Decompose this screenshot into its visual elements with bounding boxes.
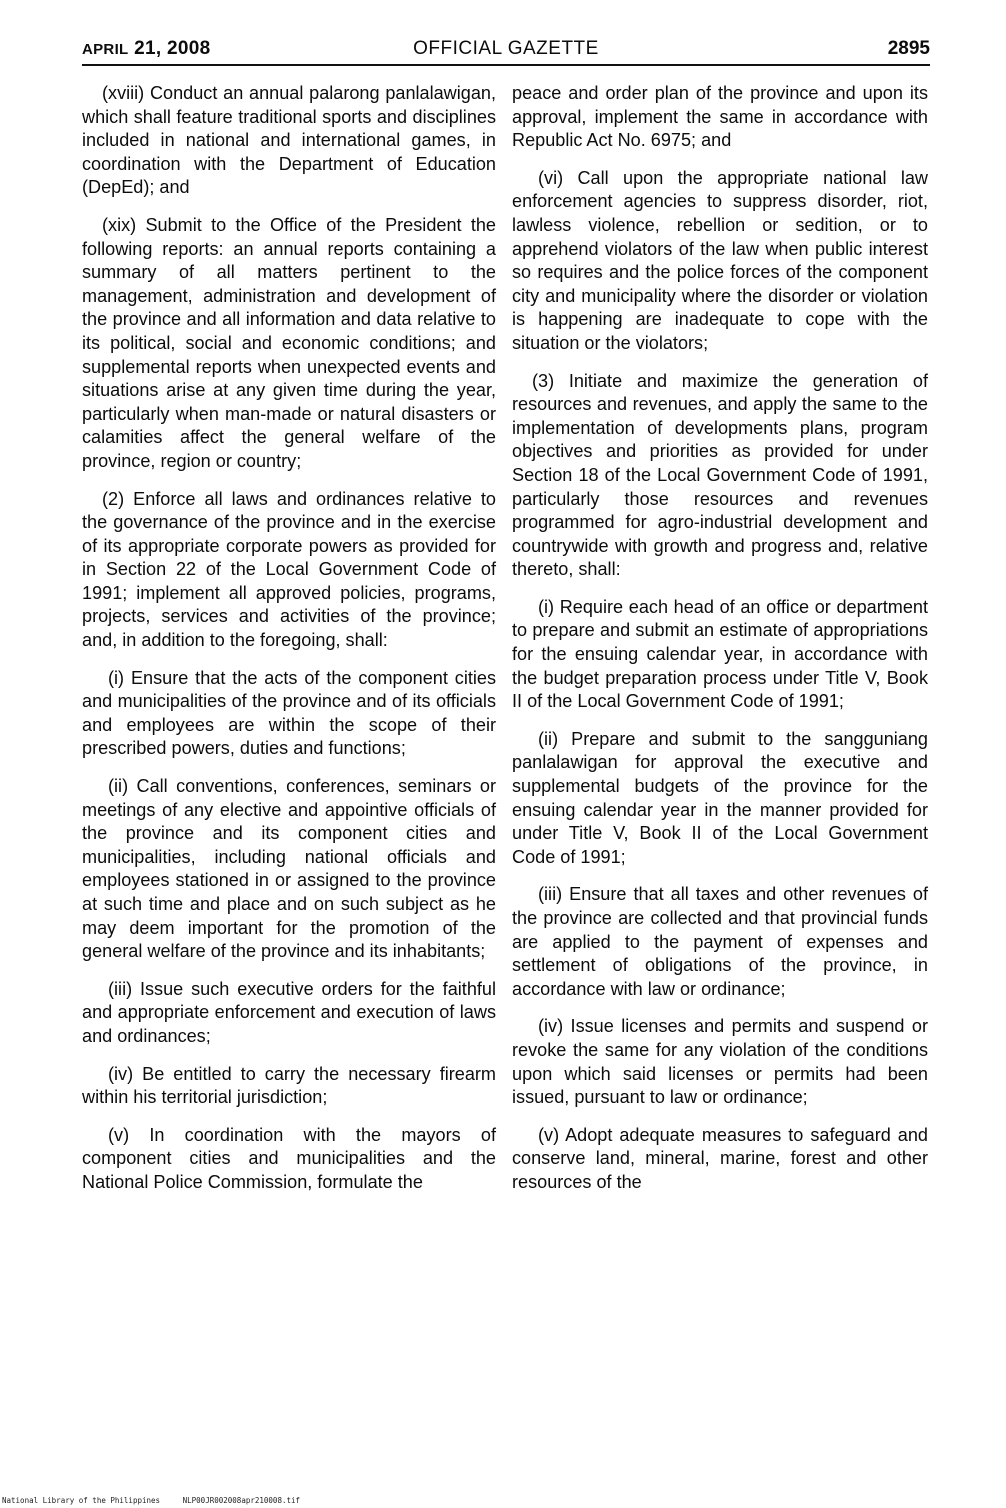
publication-title: OFFICIAL GAZETTE: [413, 38, 599, 59]
paragraph-xix: (xix) Submit to the Office of the President the following reports: an annual reports containing a summary of all matters pertinent to the management, administration and development of the province and all information and data relative to its political, social and economic conditions; and supplemental reports when unexpected events and situations arise at any given time during the year, particularly when man-made or natural disasters or calamities affect the general welfare of the province, region or country;: [82, 214, 496, 471]
paragraph-2-i: (i) Ensure that the acts of the component cities and municipalities of the province and of its officials and employees are within the scope of their prescribed powers, duties and functions;: [82, 667, 496, 759]
page-header: [82, 38, 930, 62]
paragraph-2-iv: (iv) Be entitled to carry the necessary firearm within his territorial jurisdiction;: [82, 1063, 496, 1108]
header-rule: [82, 64, 930, 66]
paragraph-2-iii: (iii) Issue such executive orders for the faithful and appropriate enforcement and execution of laws and ordinances;: [82, 978, 496, 1046]
paragraph-3-iv: (iv) Issue licenses and permits and suspend or revoke the same for any violation of the conditions upon which said licenses or permits had been issued, pursuant to law or ordinance;: [512, 1016, 928, 1108]
paragraph-2-v-continued: peace and order plan of the province and upon its approval, implement the same in accordance with Republic Act No. 6975; and: [512, 83, 928, 151]
paragraph-xviii: (xviii) Conduct an annual palarong panlalawigan, which shall feature traditional sports and disciplines included in national and international games, in coordination with the Department of Education (DepEd); and: [82, 83, 496, 198]
paragraph-2: (2) Enforce all laws and ordinances relative to the governance of the province and in the exercise of its appropriate corporate powers as provided for in Section 22 of the Local Government Code of 1991; implement all approved policies, programs, projects, services and activities of the province; and, in addition to the foregoing, shall:: [82, 488, 496, 651]
footer-filename: NLP00JR002008apr210008.tif: [182, 1496, 301, 1505]
paragraph-2-v: (v) In coordination with the mayors of component cities and municipalities and the National Police Commission, formulate the: [82, 1124, 496, 1192]
paragraph-3-v: (v) Adopt adequate measures to safeguard and conserve land, mineral, marine, forest and other resources of the: [512, 1124, 928, 1192]
left-column: [82, 82, 496, 1209]
header-date-month: APRIL: [82, 41, 129, 58]
right-column: [512, 82, 928, 1209]
header-date-rest: 21, 2008: [134, 38, 211, 59]
paragraph-3-iii: (iii) Ensure that all taxes and other revenues of the province are collected and that provincial funds are applied to the payment of expenses and settlement of obligations of the province, in accordance with law or ordinance;: [512, 884, 928, 999]
page-number: 2895: [887, 38, 930, 59]
paragraph-2-vi: (vi) Call upon the appropriate national law enforcement agencies to suppress disorder, riot, lawless violence, rebellion or sedition, or to apprehend violators of the law when public interest so requires and the police forces of the component city and municipality where the disorder or violation is happening are inadequate to cope with the situation or the violators;: [512, 167, 928, 353]
footer-library: National Library of the Philippines: [2, 1496, 161, 1505]
scan-footer: [2, 1496, 300, 1505]
paragraph-3-i: (i) Require each head of an office or department to prepare and submit an estimate of appropriations for the ensuing calendar year, in accordance with the budget preparation process under Title V, Book II of the Local Government Code of 1991;: [512, 596, 928, 712]
paragraph-2-ii: (ii) Call conventions, conferences, seminars or meetings of any elective and appointive officials of the province and its component cities and municipalities, including national officials and employees stationed in or assigned to the province at such time and place and on such subject as he may deem important for the promotion of the general welfare of the province and its inhabitants;: [82, 776, 496, 962]
paragraph-3-ii: (ii) Prepare and submit to the sangguniang panlalawigan for approval the executive and supplemental budgets of the province for the ensuing calendar year in the manner provided for under Title V, Book II of the Local Government Code of 1991;: [512, 728, 928, 867]
paragraph-3: (3) Initiate and maximize the generation of resources and revenues, and apply the same to the implementation of developments plans, program objectives and priorities as provided for under Section 18 of the Local Government Code of 1991, particularly those resources and revenues programmed for agro-industrial development and countrywide with growth and progress and, relative thereto, shall:: [512, 370, 928, 580]
